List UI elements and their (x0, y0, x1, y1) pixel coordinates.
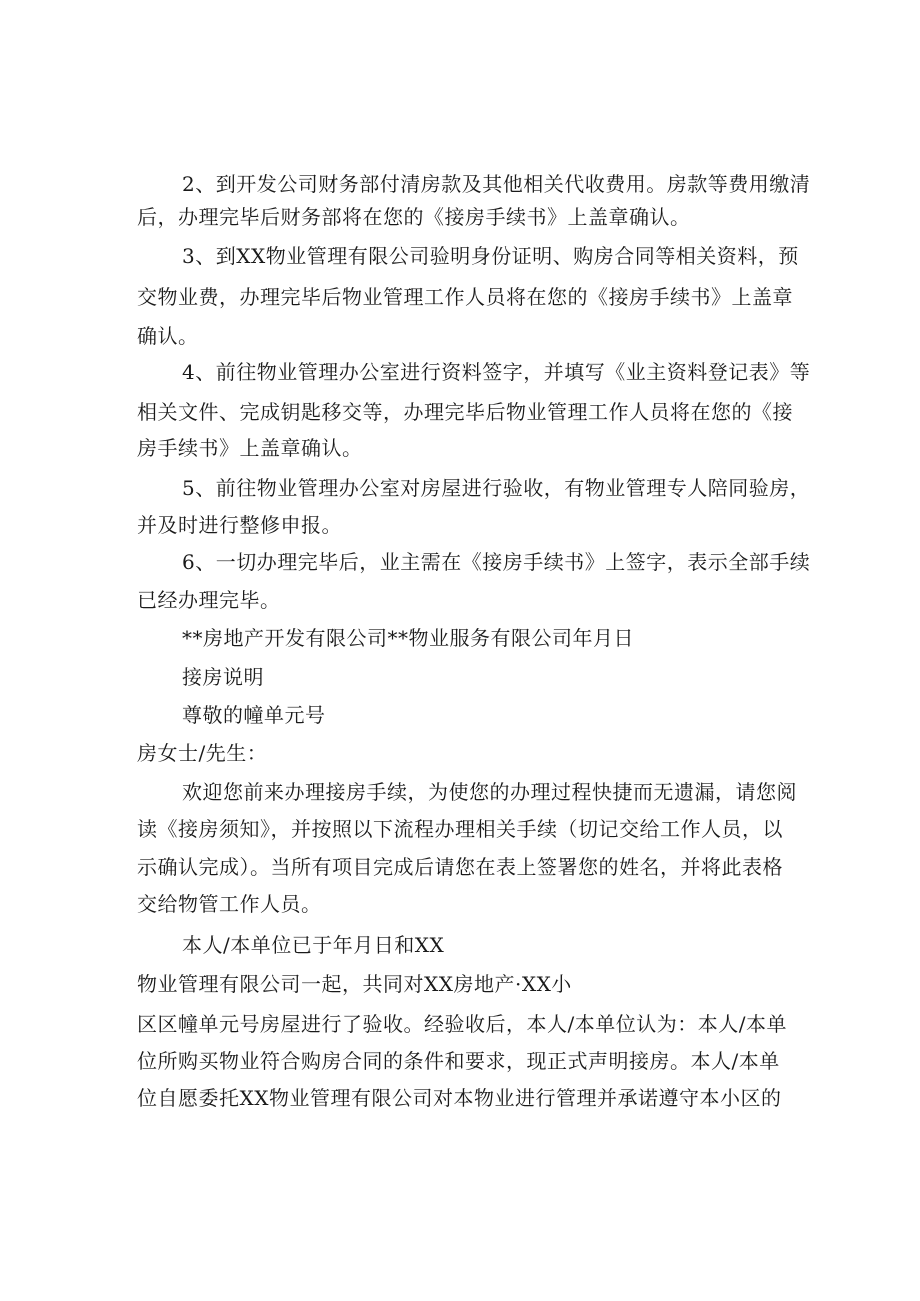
paragraph-line: 欢迎您前来办理接房手续，为使您的办理过程快捷而无遗漏，请您阅 (182, 780, 797, 804)
paragraph-line: 已经办理完毕。 (137, 588, 281, 612)
paragraph-line: 读《接房须知》，并按照以下流程办理相关手续（切记交给工作人员，以 (137, 817, 783, 841)
salutation-line: 尊敬的幢单元号 (182, 703, 326, 727)
paragraph-line: 相关文件、完成钥匙移交等，办理完毕后物业管理工作人员将在您的《接 (137, 400, 793, 424)
paragraph-line: 交物业费，办理完毕后物业管理工作人员将在您的《接房手续书》上盖章 (137, 285, 793, 309)
paragraph-line: 5、前往物业管理办公室对房屋进行验收，有物业管理专人陪同验房， (182, 476, 811, 500)
paragraph-line: 后，办理完毕后财务部将在您的《接房手续书》上盖章确认。 (137, 205, 691, 229)
paragraph-line: 4、前往物业管理办公室进行资料签字，并填写《业主资料登记表》等 (182, 360, 811, 384)
paragraph-line: 位自愿委托XX物业管理有限公司对本物业进行管理并承诺遵守本小区的 (137, 1086, 782, 1110)
paragraph-line: 房手续书》上盖章确认。 (137, 436, 363, 460)
paragraph-line: 位所购买物业符合购房合同的条件和要求，现正式声明接房。本人/本单 (137, 1049, 780, 1073)
paragraph-line: 确认。 (137, 324, 199, 348)
paragraph-line: 本人/本单位已于年月日和XX (182, 933, 445, 957)
paragraph-line: 区区幢单元号房屋进行了验收。经验收后，本人/本单位认为：本人/本单 (137, 1012, 787, 1036)
paragraph-line: 3、到XX物业管理有限公司验明身份证明、购房合同等相关资料，预 (182, 244, 799, 268)
paragraph-line: 示确认完成）。当所有项目完成后请您在表上签署您的姓名，并将此表格 (137, 855, 783, 879)
paragraph-line: 物业管理有限公司一起，共同对XX房地产·XX小 (137, 972, 572, 996)
paragraph-line: 2、到开发公司财务部付清房款及其他相关代收费用。房款等费用缴清 (182, 172, 811, 196)
signature-line: **房地产开发有限公司**物业服务有限公司年月日 (182, 626, 634, 650)
section-title: 接房说明 (182, 665, 264, 689)
paragraph-line: 6、一切办理完毕后，业主需在《接房手续书》上签字，表示全部手续 (182, 550, 811, 574)
paragraph-line: 交给物管工作人员。 (137, 892, 322, 916)
salutation-line: 房女士/先生： (137, 741, 268, 765)
paragraph-line: 并及时进行整修申报。 (137, 513, 342, 537)
